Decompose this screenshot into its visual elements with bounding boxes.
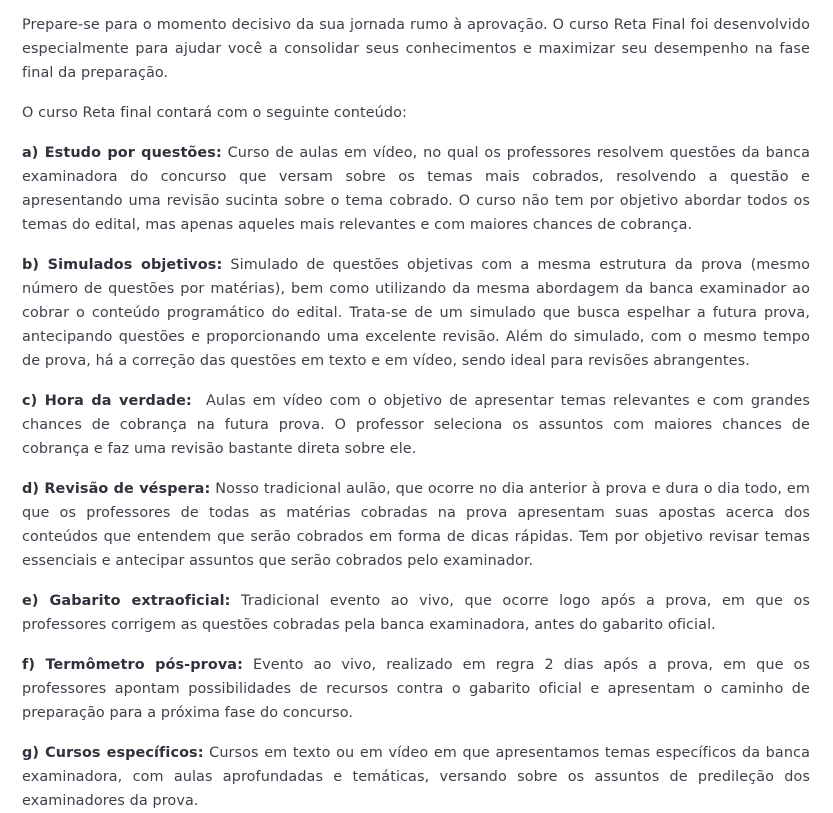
item-title: g) Cursos específicos: <box>22 745 204 761</box>
item-revisao-de-vespera <box>22 477 810 573</box>
item-title: d) Revisão de véspera: <box>22 481 211 497</box>
item-title: c) Hora da verdade: <box>22 393 192 409</box>
item-gabarito-extraoficial <box>22 589 810 637</box>
item-title: f) Termômetro pós-prova: <box>22 657 243 673</box>
item-text: Curso de aulas em vídeo, no qual os professores resolvem questões da banca examinadora do concurso que versam sobre os temas mais cobrados, resolvendo a questão e apresentando uma revisão sucinta sobre o tema cobrado. O curso não tem por objetivo abordar todos os temas do edital, mas apenas aqueles mais relevantes e com maiores chances de cobrança. <box>22 145 810 233</box>
item-text: Simulado de questões objetivas com a mesma estrutura da prova (mesmo número de questões por matérias), bem como utilizando da mesma abordagem da banca examinador ao cobrar o conteúdo programático do edital. Trata-se de um simulado que busca espelhar a futura prova, antecipando questões e proporcionando uma excelente revisão. Além do simulado, com o mesmo tempo de prova, há a correção das questões em texto e em vídeo, sendo ideal para revisões abrangentes. <box>22 257 810 369</box>
item-text: Aulas em vídeo com o objetivo de apresentar temas relevantes e com grandes chances de cobrança na futura prova. O professor seleciona os assuntos com maiores chances de cobrança e faz uma revisão bastante direta sobre ele. <box>22 393 810 457</box>
content-heading: O curso Reta final contará com o seguinte conteúdo: <box>22 105 407 121</box>
intro-paragraph: Prepare-se para o momento decisivo da sua jornada rumo à aprovação. O curso Reta Final foi desenvolvido especialmente para ajudar você a consolidar seus conhecimentos e maximizar seu desempenho na fase final da preparação. <box>22 17 810 81</box>
course-description <box>22 13 810 813</box>
item-title: a) Estudo por questões: <box>22 145 222 161</box>
item-termometro-pos-prova <box>22 653 810 725</box>
item-text: Nosso tradicional aulão, que ocorre no dia anterior à prova e dura o dia todo, em que os professores de todas as matérias cobradas na prova apresentam suas apostas acerca dos conteúdos que entendem que serão cobrados em forma de dicas rápidas. Tem por objetivo revisar temas essenciais e antecipar assuntos que serão cobrados pelo examinador. <box>22 481 810 569</box>
item-text: Tradicional evento ao vivo, que ocorre logo após a prova, em que os professores corrigem as questões cobradas pela banca examinadora, antes do gabarito oficial. <box>22 593 810 633</box>
item-title: e) Gabarito extraoficial: <box>22 593 231 609</box>
item-text: Evento ao vivo, realizado em regra 2 dias após a prova, em que os professores apontam possibilidades de recursos contra o gabarito oficial e apresentam o caminho de preparação para a próxima fase do concurso. <box>22 657 810 721</box>
item-hora-da-verdade <box>22 389 810 461</box>
item-title: b) Simulados objetivos: <box>22 257 223 273</box>
item-simulados-objetivos <box>22 253 810 373</box>
item-cursos-especificos <box>22 741 810 813</box>
item-text: Cursos em texto ou em vídeo em que apresentamos temas específicos da banca examinadora, com aulas aprofundadas e temáticas, versando sobre os assuntos de predileção dos examinadores da prova. <box>22 745 810 809</box>
item-estudo-por-questoes <box>22 141 810 237</box>
